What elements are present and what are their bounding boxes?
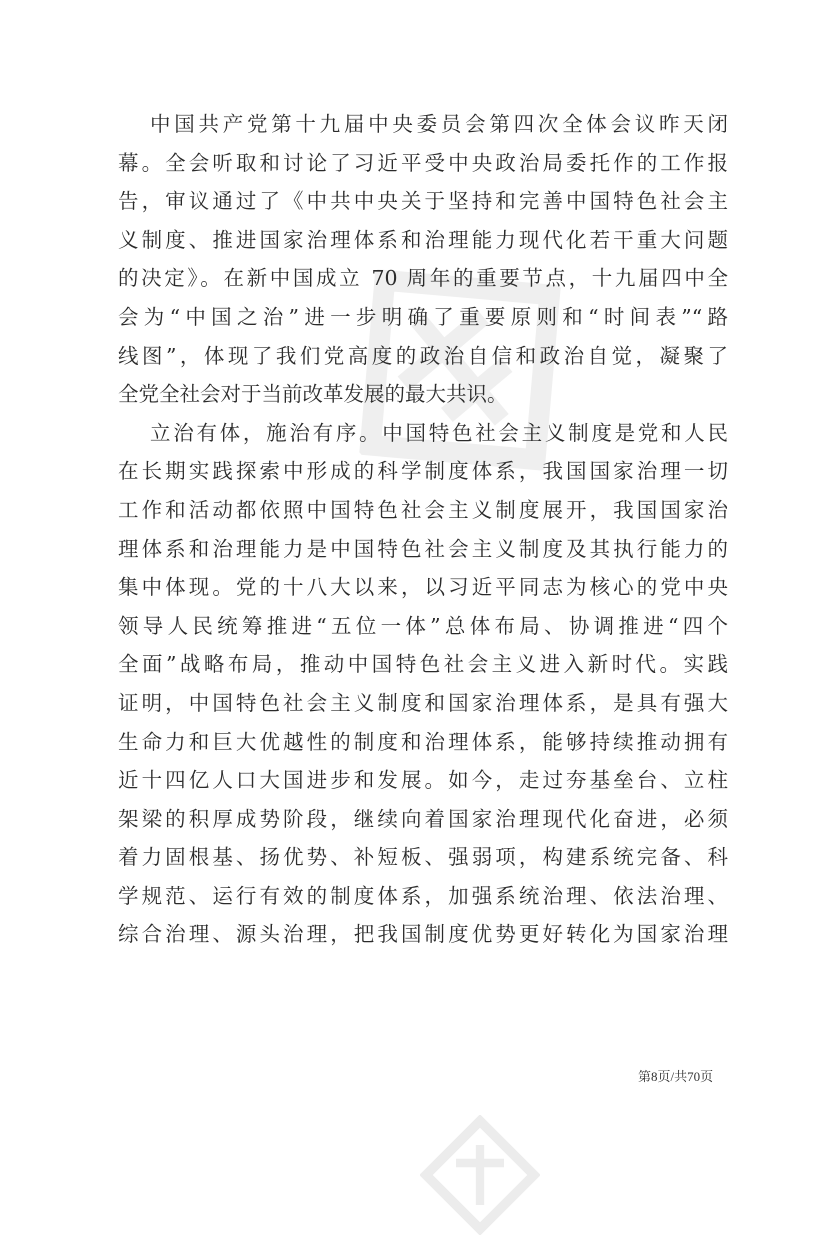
- text-line: 近十四亿人口大国进步和发展。如今，走过夯基垒台、立柱: [118, 768, 728, 793]
- document-body: [118, 105, 728, 954]
- text-line: 线图”，体现了我们党高度的政治自信和政治自觉，凝聚了: [118, 343, 728, 368]
- text-line: 中国共产党第十九届中央委员会第四次全体会议昨天闭: [150, 112, 728, 136]
- text-line: 立治有体，施治有序。中国特色社会主义制度是党和人民: [150, 420, 728, 445]
- page-number-indicator: 第8页/共70页: [638, 1069, 714, 1084]
- text-line: 着力固根基、扬优势、补短板、强弱项，构建系统完备、科: [118, 845, 728, 870]
- paragraph: [118, 105, 728, 414]
- text-line: 生命力和巨大优越性的制度和治理体系，能够持续推动拥有: [118, 729, 728, 754]
- text-line: 证明，中国特色社会主义制度和国家治理体系，是具有强大: [118, 690, 728, 715]
- text-line: 理体系和治理能力是中国特色社会主义制度及其执行能力的: [118, 536, 728, 561]
- text-line: 集中体现。党的十八大以来，以习近平同志为核心的党中央: [118, 575, 728, 600]
- text-line: 义制度、推进国家治理体系和治理能力现代化若干重大问题: [118, 227, 728, 252]
- text-line: 会为“中国之治”进一步明确了重要原则和“时间表”“路: [118, 304, 728, 329]
- paragraph: [118, 414, 728, 954]
- watermark-logo-bottom-icon: [420, 1115, 540, 1235]
- text-line: 告，审议通过了《中共中央关于坚持和完善中国特色社会主: [118, 189, 728, 214]
- text-line: 架梁的积厚成势阶段，继续向着国家治理现代化奋进，必须: [118, 806, 728, 831]
- text-line: 在长期实践探索中形成的科学制度体系，我国国家治理一切: [118, 459, 728, 484]
- text-line: 全面”战略布局，推动中国特色社会主义进入新时代。实践: [118, 652, 728, 677]
- text-line: 学规范、运行有效的制度体系，加强系统治理、依法治理、: [118, 883, 728, 908]
- text-line: 工作和活动都依照中国特色社会主义制度展开，我国国家治: [118, 497, 728, 522]
- text-line: 幕。全会听取和讨论了习近平受中央政治局委托作的工作报: [118, 150, 728, 175]
- text-line: 的决定》。在新中国成立 70 周年的重要节点，十九届四中全: [118, 266, 728, 291]
- text-line: 全党全社会对于当前改革发展的最大共识。: [118, 382, 508, 407]
- text-line: 综合治理、源头治理，把我国制度优势更好转化为国家治理: [118, 922, 728, 947]
- text-line: 领导人民统筹推进“五位一体”总体布局、协调推进“四个: [118, 613, 728, 638]
